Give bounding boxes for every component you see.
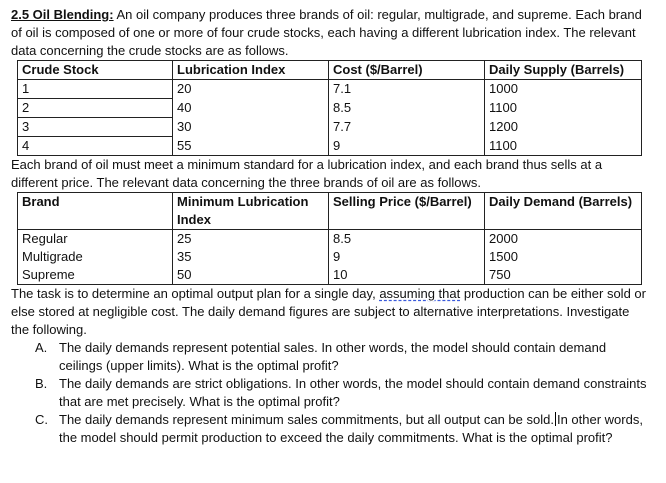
task-paragraph xyxy=(11,285,651,339)
table-cell: 35 xyxy=(173,248,329,266)
table-cell: 7.1 xyxy=(329,80,485,99)
table-row xyxy=(18,230,642,249)
table-cell: 1100 xyxy=(485,137,642,156)
text-cursor xyxy=(555,412,556,426)
table-cell: 9 xyxy=(329,248,485,266)
table-row xyxy=(18,99,642,118)
table-row xyxy=(18,118,642,137)
list-item xyxy=(35,375,651,411)
table-row xyxy=(18,266,642,285)
question-text: The daily demands represent potential sales. In other words, the model should contain demand ceilings (upper limits). What is the optimal profit? xyxy=(59,340,607,373)
table-cell: 10 xyxy=(329,266,485,285)
table-cell: Supreme xyxy=(18,266,173,285)
list-item xyxy=(35,339,651,375)
intro-paragraph xyxy=(11,6,651,60)
table-row xyxy=(18,137,642,156)
header-brand: Brand xyxy=(18,193,173,230)
table-row xyxy=(18,80,642,99)
header-crude-stock: Crude Stock xyxy=(18,61,173,80)
brand-table-header-row xyxy=(18,193,642,230)
table-cell: 7.7 xyxy=(329,118,485,137)
list-marker: B. xyxy=(35,376,48,391)
header-daily-supply: Daily Supply (Barrels) xyxy=(485,61,642,80)
header-lubrication-index: Lubrication Index xyxy=(173,61,329,80)
header-cost: Cost ($/Barrel) xyxy=(329,61,485,80)
question-text: The daily demands represent minimum sales commitments, but all output can be sold. xyxy=(59,412,554,427)
middle-paragraph: Each brand of oil must meet a minimum standard for a lubrication index, and each brand thus sells at a different price. The relevant data concerning the three brands of oil are as follows. xyxy=(11,157,603,190)
table-row xyxy=(18,248,642,266)
table-cell: 9 xyxy=(329,137,485,156)
table-cell: Regular xyxy=(18,230,173,249)
task-text-part1: The task is to determine an optimal output plan for a single day, xyxy=(11,286,380,301)
task-text-part2: production can be either sold or else stored at negligible cost. The daily demand figures are subject to alternative interpretations. Investigate the following. xyxy=(11,286,646,337)
table-cell: 4 xyxy=(18,137,173,156)
table-cell: 2000 xyxy=(485,230,642,249)
header-min-lubrication-index: Minimum Lubrication Index xyxy=(173,193,329,230)
question-list xyxy=(11,339,651,447)
table-cell: 40 xyxy=(173,99,329,118)
table-cell: 8.5 xyxy=(329,99,485,118)
brand-table xyxy=(17,192,642,285)
intro-text: An oil company produces three brands of oil: regular, multigrade, and supreme. Each brand of oil is composed of one or more of four crude stocks, each having a different lubrication index. The relevant data concerning the crude stocks are as follows. xyxy=(11,7,642,58)
table-cell: 1500 xyxy=(485,248,642,266)
table-cell: 8.5 xyxy=(329,230,485,249)
header-daily-demand: Daily Demand (Barrels) xyxy=(485,193,642,230)
table-cell: 55 xyxy=(173,137,329,156)
table-cell: 1000 xyxy=(485,80,642,99)
table-cell: 2 xyxy=(18,99,173,118)
table-cell: 1200 xyxy=(485,118,642,137)
table-cell: 1 xyxy=(18,80,173,99)
crude-stock-table xyxy=(17,60,642,156)
question-text: The daily demands are strict obligations. In other words, the model should contain demand constraints that are met precisely. What is the optimal profit? xyxy=(59,376,647,409)
document-page xyxy=(11,6,651,447)
header-selling-price: Selling Price ($/Barrel) xyxy=(329,193,485,230)
table-cell: 20 xyxy=(173,80,329,99)
table-cell: 750 xyxy=(485,266,642,285)
crude-table-header-row xyxy=(18,61,642,80)
table-cell: Multigrade xyxy=(18,248,173,266)
list-marker: A. xyxy=(35,340,48,355)
table-cell: 30 xyxy=(173,118,329,137)
grammar-flagged-phrase[interactable]: assuming that xyxy=(379,286,461,301)
table-cell: 1100 xyxy=(485,99,642,118)
problem-title: 2.5 Oil Blending: xyxy=(11,7,114,22)
table-cell: 25 xyxy=(173,230,329,249)
question-text-continued: In other words, the model should permit production to exceed the daily commitments. What is the optimal profit? xyxy=(59,412,643,445)
list-marker: C. xyxy=(35,412,48,427)
list-item xyxy=(35,411,651,447)
table-cell: 50 xyxy=(173,266,329,285)
table-cell: 3 xyxy=(18,118,173,137)
